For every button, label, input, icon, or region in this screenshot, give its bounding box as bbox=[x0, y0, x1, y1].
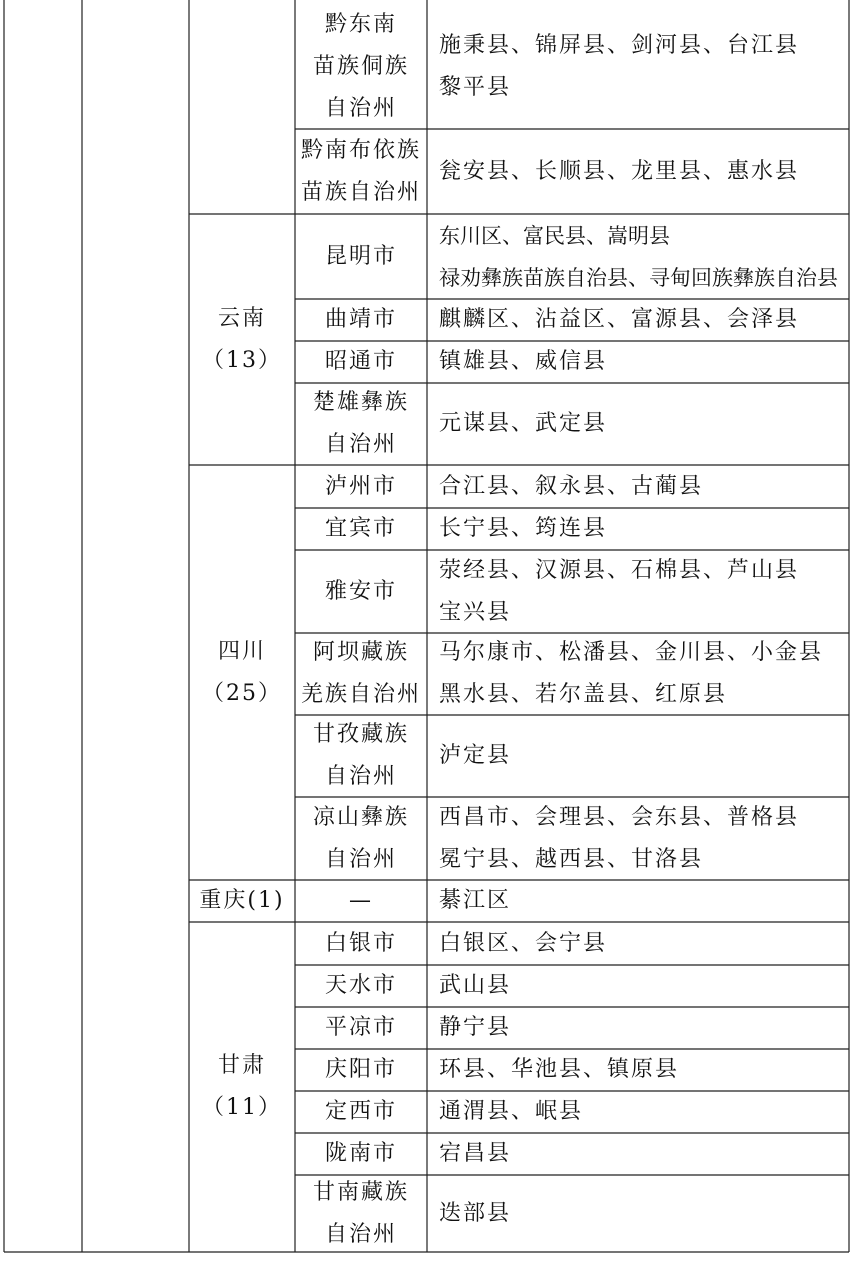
city-cell bbox=[295, 129, 427, 214]
province-name: 云南 bbox=[217, 305, 266, 331]
province-cell bbox=[189, 880, 295, 922]
county-list-cell-text: 泸定县 bbox=[439, 743, 512, 768]
county-list-cell-text: 武山县 bbox=[439, 973, 512, 998]
city-cell bbox=[295, 922, 427, 965]
city-cell-text: 甘南藏族 自治州 bbox=[312, 1179, 409, 1247]
county-list-cell-text: 长宁县、筠连县 bbox=[439, 516, 608, 541]
province-count: （25） bbox=[202, 680, 282, 706]
province-count: （13） bbox=[202, 347, 282, 373]
city-cell-text: 陇南市 bbox=[324, 1141, 397, 1166]
county-list-cell bbox=[427, 1049, 849, 1091]
city-cell-text: 曲靖市 bbox=[324, 307, 397, 332]
city-cell bbox=[295, 508, 427, 550]
city-cell bbox=[295, 1175, 427, 1252]
county-list-cell bbox=[427, 797, 849, 880]
county-list-cell-text: 施秉县、锦屏县、剑河县、台江县 黎平县 bbox=[439, 32, 800, 100]
city-cell bbox=[295, 965, 427, 1007]
county-list-cell bbox=[427, 1133, 849, 1175]
county-list-cell bbox=[427, 880, 849, 922]
city-cell bbox=[295, 550, 427, 633]
city-cell bbox=[295, 1049, 427, 1091]
county-list-cell-text: 荥经县、汉源县、石棉县、芦山县 宝兴县 bbox=[439, 557, 800, 625]
city-cell bbox=[295, 383, 427, 465]
city-cell-text: — bbox=[349, 888, 373, 913]
county-list-cell-text: 合江县、叙永县、古蔺县 bbox=[439, 473, 704, 499]
city-cell bbox=[295, 1007, 427, 1049]
county-list-cell bbox=[427, 4, 849, 129]
city-cell-text: 平凉市 bbox=[324, 1015, 397, 1040]
city-cell bbox=[295, 880, 427, 922]
county-list-cell-text: 元谋县、武定县 bbox=[439, 411, 608, 436]
city-cell-text: 楚雄彝族 自治州 bbox=[312, 390, 409, 457]
city-cell bbox=[295, 797, 427, 880]
city-cell-text: 天水市 bbox=[324, 973, 397, 998]
city-cell-text: 昭通市 bbox=[324, 349, 397, 374]
county-list-cell bbox=[427, 715, 849, 797]
province-cell bbox=[189, 214, 295, 465]
city-cell bbox=[295, 4, 427, 129]
county-list-cell-text: 迭部县 bbox=[439, 1200, 512, 1226]
city-cell-text: 黔东南 苗族侗族 自治州 bbox=[312, 11, 409, 121]
city-cell bbox=[295, 1133, 427, 1175]
province-name: 四川 bbox=[217, 638, 266, 664]
county-list-cell bbox=[427, 299, 849, 341]
province-name: 重庆(1) bbox=[199, 888, 285, 913]
city-cell-text: 黔南布依族 苗族自治州 bbox=[300, 137, 421, 205]
city-cell bbox=[295, 715, 427, 797]
province-cell bbox=[189, 4, 295, 214]
city-cell-text: 庆阳市 bbox=[324, 1057, 397, 1082]
county-list-cell-text: 通渭县、岷县 bbox=[439, 1099, 584, 1124]
city-cell bbox=[295, 214, 427, 299]
city-cell-text: 雅安市 bbox=[324, 578, 397, 604]
city-cell bbox=[295, 465, 427, 508]
county-list-cell bbox=[427, 383, 849, 465]
county-list-cell-text: 东川区、富民县、嵩明县 禄劝彝族苗族自治县、寻甸回族彝族自治县 bbox=[439, 223, 838, 290]
county-list-cell-text: 镇雄县、威信县 bbox=[439, 349, 608, 374]
city-cell-text: 定西市 bbox=[324, 1099, 397, 1124]
county-list-cell bbox=[427, 1007, 849, 1049]
county-list-cell-text: 綦江区 bbox=[439, 888, 512, 913]
province-cell bbox=[189, 922, 295, 1252]
county-list-cell-text: 白银区、会宁县 bbox=[439, 930, 608, 956]
county-list-cell-text: 麒麟区、沾益区、富源县、会泽县 bbox=[439, 307, 800, 332]
city-cell-text: 凉山彝族 自治州 bbox=[312, 804, 409, 872]
city-cell-text: 泸州市 bbox=[324, 473, 397, 499]
county-list-cell bbox=[427, 341, 849, 383]
county-list-cell bbox=[427, 214, 849, 299]
county-list-cell bbox=[427, 922, 849, 965]
county-list-cell bbox=[427, 1175, 849, 1252]
county-list-cell-text: 环县、华池县、镇原县 bbox=[439, 1057, 680, 1082]
city-cell bbox=[295, 299, 427, 341]
county-list-cell bbox=[427, 465, 849, 508]
city-cell-text: 昆明市 bbox=[324, 243, 397, 269]
city-cell bbox=[295, 633, 427, 715]
county-list-cell-text: 马尔康市、松潘县、金川县、小金县 黑水县、若尔盖县、红原县 bbox=[439, 640, 824, 707]
province-count: （11） bbox=[202, 1095, 282, 1120]
city-cell-text: 白银市 bbox=[324, 930, 397, 956]
city-cell-text: 甘孜藏族 自治州 bbox=[312, 722, 409, 789]
county-list-cell-text: 瓮安县、长顺县、龙里县、惠水县 bbox=[439, 158, 800, 184]
city-cell bbox=[295, 341, 427, 383]
county-list-cell bbox=[427, 129, 849, 214]
province-name: 甘肃 bbox=[217, 1053, 266, 1078]
county-list-cell bbox=[427, 1091, 849, 1133]
county-list-cell bbox=[427, 550, 849, 633]
city-cell bbox=[295, 1091, 427, 1133]
county-list-cell bbox=[427, 633, 849, 715]
county-list-cell-text: 静宁县 bbox=[439, 1015, 512, 1040]
county-list-cell-text: 西昌市、会理县、会东县、普格县 冕宁县、越西县、甘洛县 bbox=[439, 804, 800, 872]
city-cell-text: 阿坝藏族 羌族自治州 bbox=[300, 640, 421, 707]
city-cell-text: 宜宾市 bbox=[324, 516, 397, 541]
county-list-cell-text: 宕昌县 bbox=[439, 1141, 512, 1166]
county-list-cell bbox=[427, 965, 849, 1007]
county-list-cell bbox=[427, 508, 849, 550]
province-cell bbox=[189, 465, 295, 880]
